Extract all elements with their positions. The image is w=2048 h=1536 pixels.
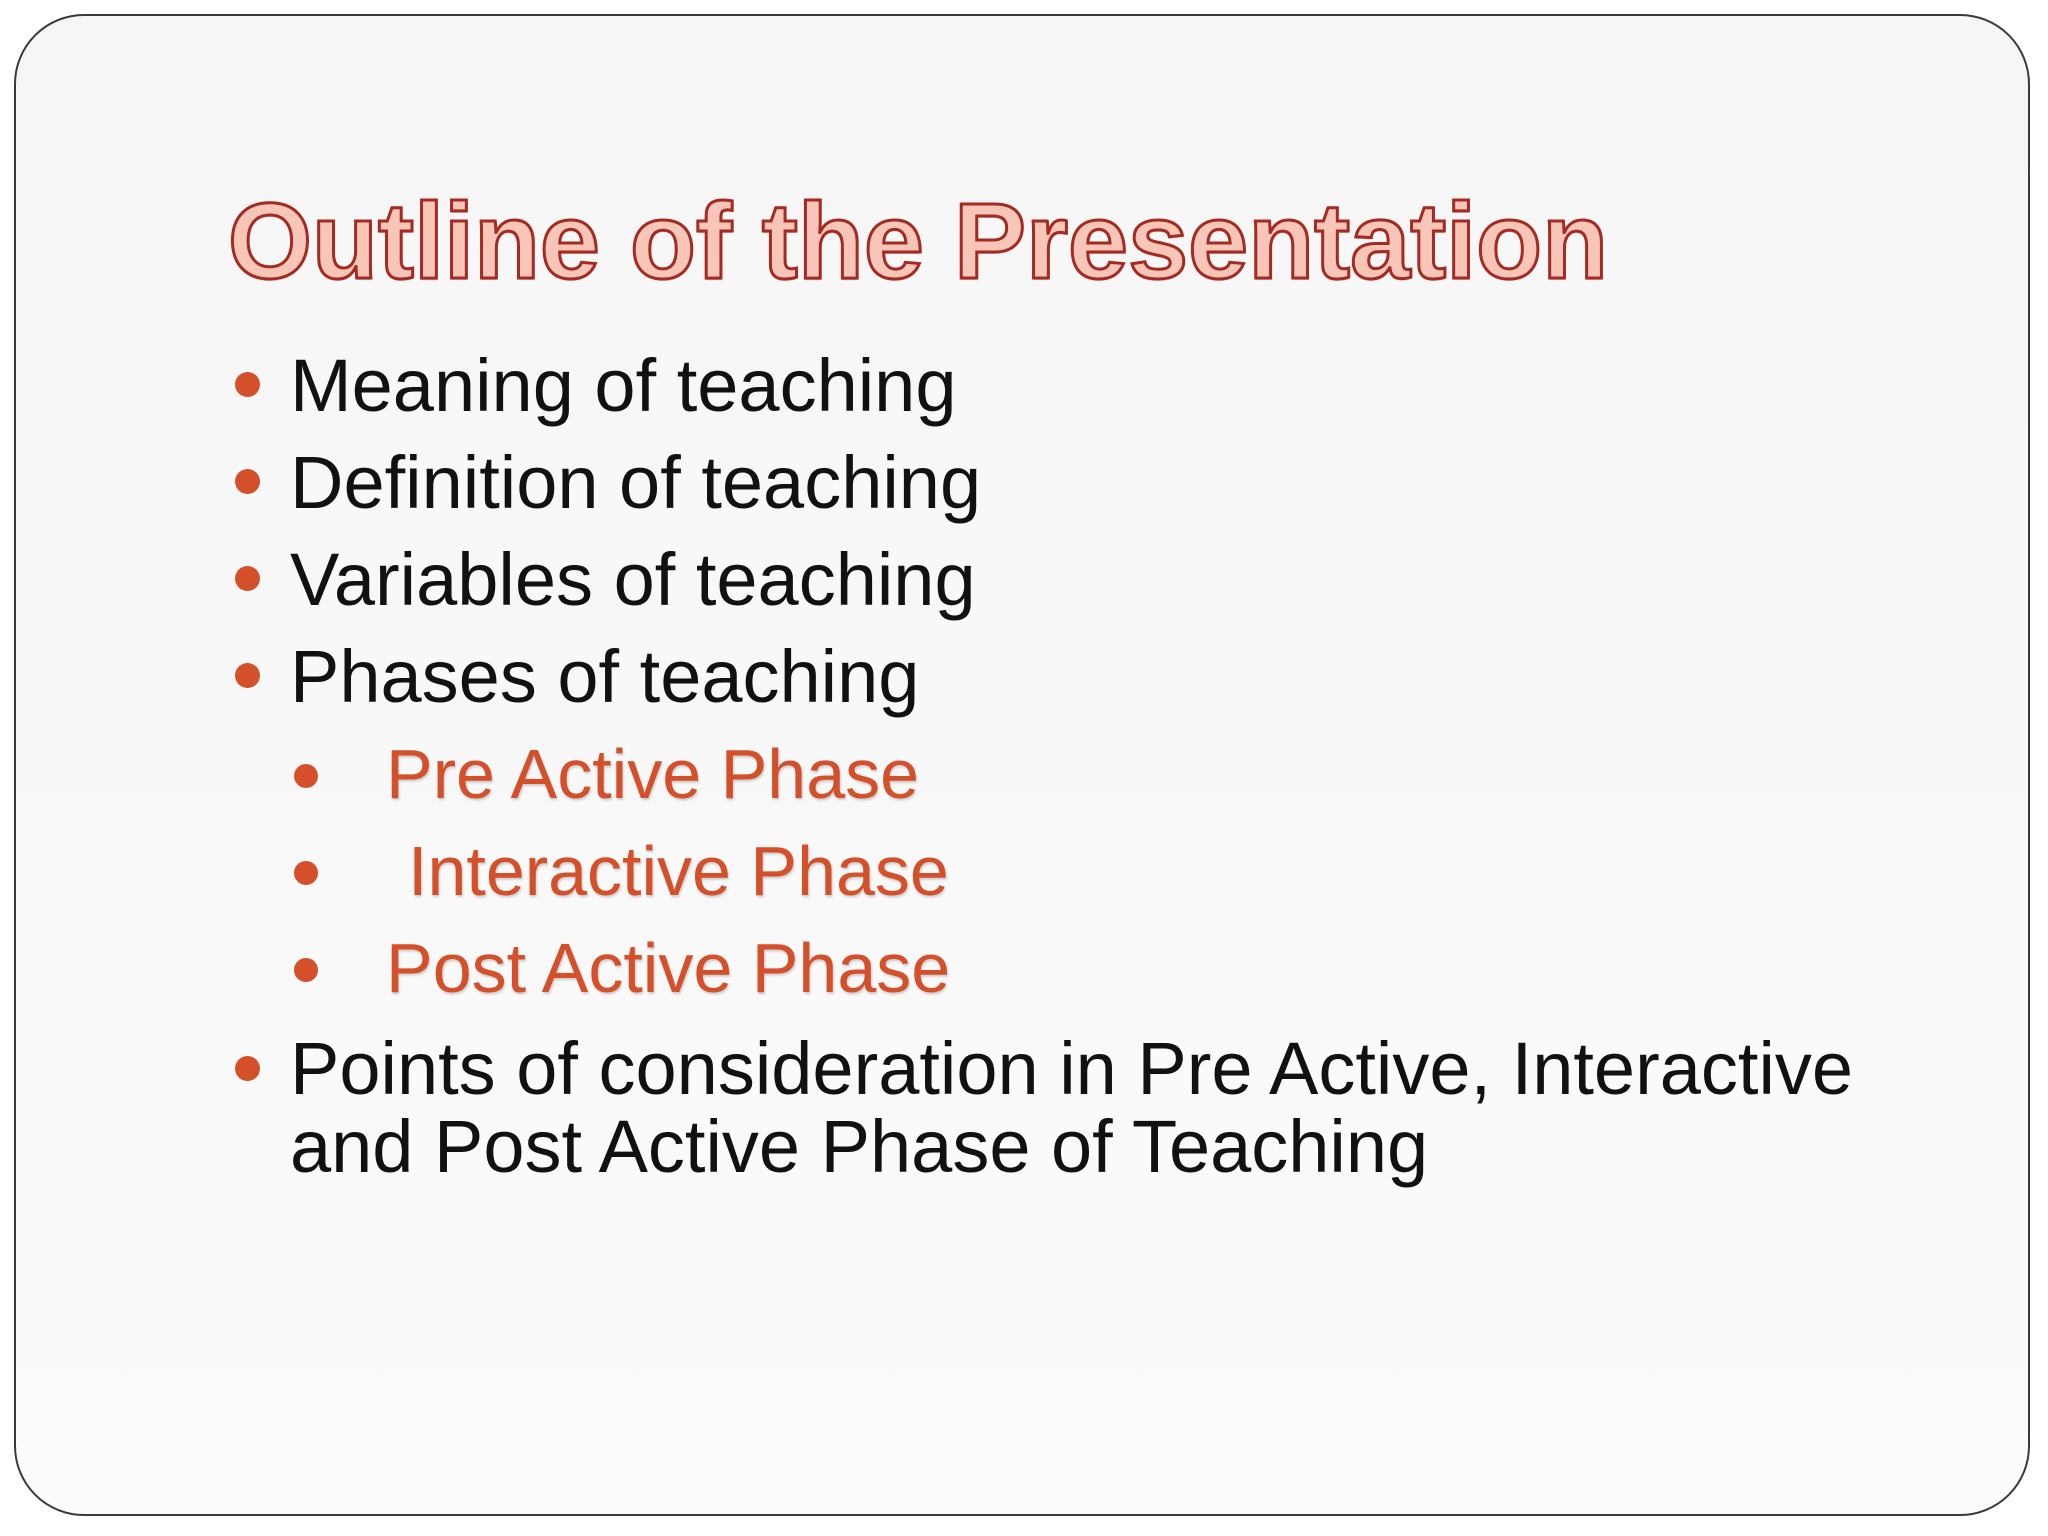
- bullet-dot-icon: [235, 566, 260, 591]
- sub-bullet-text: Pre Active Phase: [386, 735, 920, 813]
- sub-bullet-dot-icon: [294, 958, 318, 982]
- bullet-text-line-1: Points of consideration in Pre Active, Interactive: [290, 1027, 1854, 1110]
- bullet-text: Meaning of teaching: [290, 344, 957, 427]
- bullet-dot-icon: [235, 469, 260, 494]
- sub-bullet-dot-icon: [294, 764, 318, 788]
- sub-bullet-dot-icon: [294, 861, 318, 885]
- bullet-text-line-2: and Post Active Phase of Teaching: [290, 1105, 1429, 1188]
- bullet-text: Phases of teaching: [290, 635, 920, 718]
- bullet-text: Variables of teaching: [290, 538, 976, 621]
- sub-bullet-text: Interactive Phase: [408, 832, 949, 910]
- slide-title: Outline of the Presentation: [228, 180, 1609, 301]
- sub-bullet-text: Post Active Phase: [386, 929, 951, 1007]
- bullet-dot-icon: [235, 372, 260, 397]
- bullet-dot-icon: [235, 663, 260, 688]
- slide-frame: [14, 14, 2030, 1516]
- bullet-text: Definition of teaching: [290, 441, 982, 524]
- bullet-dot-icon: [235, 1056, 260, 1081]
